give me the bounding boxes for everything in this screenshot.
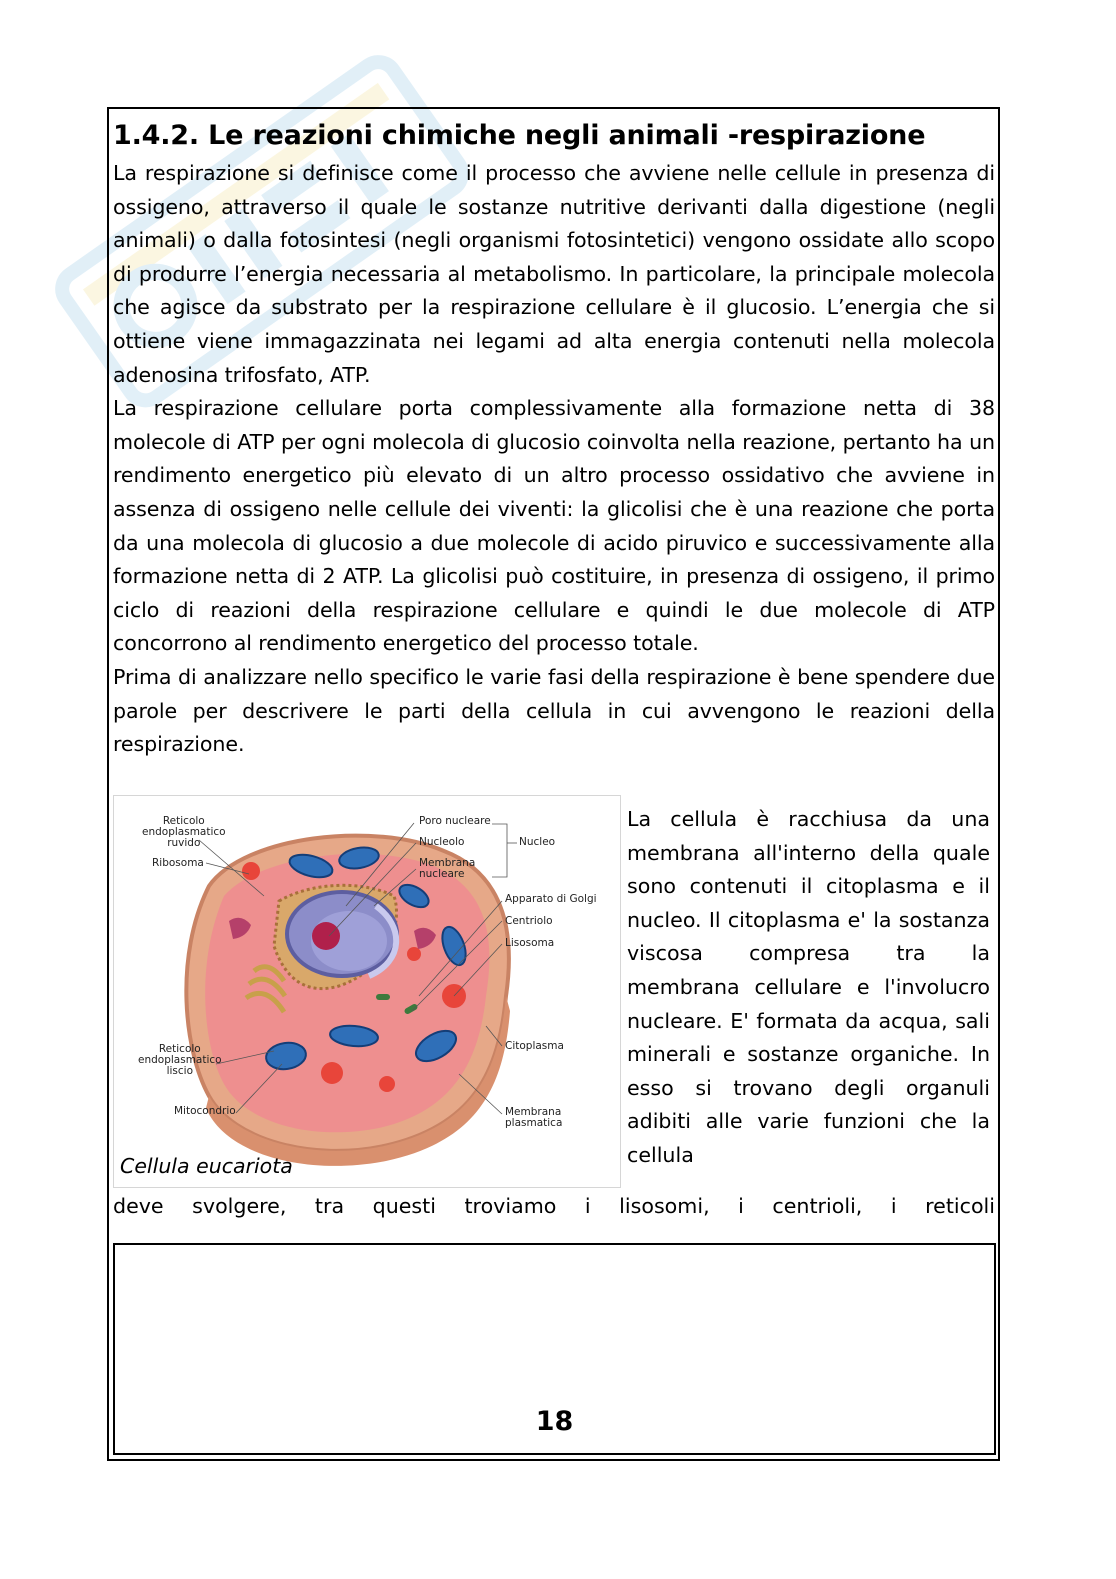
continuation-paragraph: deve svolgere, tra questi troviamo i lisosomi, i centrioli, i reticoli [113, 1194, 995, 1218]
paragraph: Prima di analizzare nello specifico le varie fasi della respirazione è bene spendere due parole per descrivere le parti della cellula in cui avvengono le reazioni della respirazione. [113, 664, 995, 757]
label-golgi: Apparato di Golgi [505, 893, 597, 905]
section-heading: 1.4.2. Le reazioni chimiche negli animali -respirazione [113, 120, 926, 151]
cell-illustration [114, 796, 622, 1189]
paragraph: La respirazione si definisce come il processo che avviene nelle cellule in presenza di ossigeno, attraverso il quale le sostanze nutritive derivanti dalla digestione (negli animali) o dalla fotosintesi (negli organismi fotosintetici) vengono ossidate allo scopo di produrre l’energia necessaria al metabolismo. In particolare, la principale molecola che agisce da substrato per la respirazione cellulare è il glucosio. L’energia che si ottiene viene immagazzinata nei legami ad alta energia contenuti nella molecola adenosina trifosfato, ATP. [113, 161, 995, 387]
paragraph: La respirazione cellulare porta complessivamente alla formazione netta di 38 molecole di ATP per ogni molecola di glucosio coinvolta nella reazione, pertanto ha un rendimento energetico più elevato di un altro processo ossidativo che avviene in assenza di ossigeno nelle cellule dei viventi: la glicolisi che è una reazione che porta da una molecola di glucosio a due molecole di acido piruvico e successivamente alla formazione netta di 2 ATP. La glicolisi può costituire, in presenza di ossigeno, il primo ciclo di reazioni della respirazione cellulare e quindi le due molecole di ATP concorrono al rendimento energetico del processo totale. [113, 396, 995, 656]
label-nuclear-pore: Poro nucleare [419, 815, 491, 827]
footer-box [113, 1243, 996, 1455]
label-ribosome: Ribosoma [152, 857, 204, 869]
label-plasma-membrane: Membrana plasmatica [505, 1106, 563, 1129]
label-cytoplasm: Citoplasma [505, 1040, 564, 1052]
cell-figure [113, 795, 621, 1188]
body-text [113, 157, 995, 762]
label-rer: Reticolo endoplasmatico ruvido [142, 815, 226, 849]
side-paragraph: La cellula è racchiusa da una membrana all'interno della quale sono contenuti il citoplasma e il nucleo. Il citoplasma e' la sostanza viscosa compresa tra la membrana cellulare e l'involucro nucleare. E' formata da acqua, sali minerali e sostanze organiche. In esso si trovano degli organuli adibiti alle varie funzioni che la cellula [627, 807, 990, 1167]
label-mitochondrion: Mitocondrio [174, 1105, 236, 1117]
label-lysosome: Lisosoma [505, 937, 555, 949]
page-number: 18 [535, 1406, 574, 1437]
label-nucleus: Nucleo [519, 836, 556, 848]
figure-caption: Cellula eucariota [120, 1154, 293, 1178]
label-nuclear-membrane: Membrana nucleare [419, 857, 476, 880]
label-nucleolus: Nucleolo [419, 836, 465, 848]
label-ser: Reticolo endoplasmatico liscio [138, 1043, 222, 1077]
label-centriole: Centriolo [505, 915, 553, 927]
